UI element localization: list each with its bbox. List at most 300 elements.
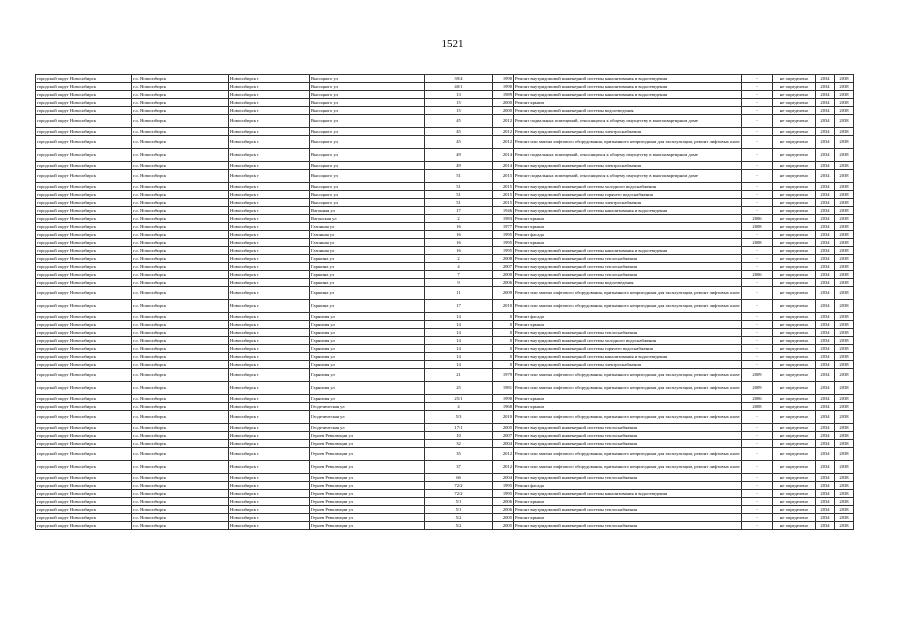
end-year-cell: 2038: [835, 395, 854, 403]
work-type-cell: Ремонт внутридомовой инженерной системы теплоснабжения: [514, 255, 742, 263]
settlement-cell: Новосибирск г: [229, 424, 310, 432]
build-year-cell: 1995: [493, 247, 514, 255]
house-number-cell: 7: [425, 271, 493, 279]
build-year-cell: 2004: [493, 474, 514, 482]
house-number-cell: 21: [425, 369, 493, 382]
house-number-cell: 40/1: [425, 83, 493, 91]
settlement-cell: Новосибирск г: [229, 461, 310, 474]
municipality-cell: городской округ Новосибирск: [36, 353, 132, 361]
end-year-cell: 2038: [835, 345, 854, 353]
house-number-cell: 45: [425, 115, 493, 128]
street-cell: Гарнизия ул: [310, 345, 425, 353]
district-cell: г.о. Новосибирск: [132, 448, 229, 461]
settlement-cell: Новосибирск г: [229, 149, 310, 162]
start-year-cell: 2034: [816, 361, 835, 369]
house-number-cell: 14: [425, 337, 493, 345]
district-cell: г.о. Новосибирск: [132, 329, 229, 337]
cost-cell: не определено: [773, 329, 816, 337]
end-year-cell: 2038: [835, 313, 854, 321]
work-type-cell: Ремонт или замена лифтового оборудования, признанного непригодным для эксплуатации, ремонт лифтовых шахт: [514, 461, 742, 474]
work-type-cell: Ремонт внутридомовой инженерной системы теплоснабжения: [514, 432, 742, 440]
end-year-cell: 2038: [835, 287, 854, 300]
work-type-cell: Ремонт внутридомовой инженерной системы теплоснабжения: [514, 271, 742, 279]
street-cell: Высоцкого ул: [310, 170, 425, 183]
last-repair-year-cell: -: [742, 411, 773, 424]
end-year-cell: 2038: [835, 300, 854, 313]
cost-cell: не определено: [773, 432, 816, 440]
district-cell: г.о. Новосибирск: [132, 382, 229, 395]
street-cell: Героев Революции ул: [310, 506, 425, 514]
end-year-cell: 2038: [835, 361, 854, 369]
cost-cell: не определено: [773, 514, 816, 522]
last-repair-year-cell: -: [742, 191, 773, 199]
district-cell: г.о. Новосибирск: [132, 369, 229, 382]
house-number-cell: 14: [425, 329, 493, 337]
end-year-cell: 2038: [835, 490, 854, 498]
district-cell: г.о. Новосибирск: [132, 191, 229, 199]
house-number-cell: 16: [425, 223, 493, 231]
cost-cell: не определено: [773, 247, 816, 255]
end-year-cell: 2038: [835, 207, 854, 215]
last-repair-year-cell: 2008: [742, 223, 773, 231]
municipality-cell: городской округ Новосибирск: [36, 99, 132, 107]
work-type-cell: Ремонт внутридомовой инженерной системы электроснабжения: [514, 128, 742, 136]
start-year-cell: 2034: [816, 329, 835, 337]
table-row: [36, 490, 854, 498]
street-cell: Героев Революции ул: [310, 514, 425, 522]
start-year-cell: 2034: [816, 440, 835, 448]
end-year-cell: 2038: [835, 83, 854, 91]
build-year-cell: 2015: [493, 191, 514, 199]
table-row: [36, 287, 854, 300]
district-cell: г.о. Новосибирск: [132, 361, 229, 369]
build-year-cell: 2015: [493, 199, 514, 207]
municipality-cell: городской округ Новосибирск: [36, 440, 132, 448]
district-cell: г.о. Новосибирск: [132, 506, 229, 514]
municipality-cell: городской округ Новосибирск: [36, 207, 132, 215]
house-number-cell: 13: [425, 91, 493, 99]
start-year-cell: 2034: [816, 231, 835, 239]
start-year-cell: 2034: [816, 337, 835, 345]
settlement-cell: Новосибирск г: [229, 183, 310, 191]
start-year-cell: 2034: [816, 482, 835, 490]
settlement-cell: Новосибирск г: [229, 300, 310, 313]
cost-cell: не определено: [773, 490, 816, 498]
end-year-cell: 2038: [835, 215, 854, 223]
build-year-cell: 2010: [493, 300, 514, 313]
settlement-cell: Новосибирск г: [229, 128, 310, 136]
settlement-cell: Новосибирск г: [229, 271, 310, 279]
street-cell: Гарнизия ул: [310, 321, 425, 329]
last-repair-year-cell: -: [742, 263, 773, 271]
end-year-cell: 2038: [835, 247, 854, 255]
build-year-cell: 2012: [493, 136, 514, 149]
settlement-cell: Новосибирск г: [229, 403, 310, 411]
street-cell: Высоцкого ул: [310, 91, 425, 99]
municipality-cell: городской округ Новосибирск: [36, 115, 132, 128]
end-year-cell: 2038: [835, 271, 854, 279]
table-row: [36, 75, 854, 83]
house-number-cell: 4: [425, 403, 493, 411]
last-repair-year-cell: -: [742, 440, 773, 448]
municipality-cell: городской округ Новосибирск: [36, 279, 132, 287]
street-cell: Газонная ул: [310, 231, 425, 239]
table-row: [36, 361, 854, 369]
district-cell: г.о. Новосибирск: [132, 99, 229, 107]
table-row: [36, 345, 854, 353]
build-year-cell: 0: [493, 345, 514, 353]
street-cell: Гаршина ул: [310, 263, 425, 271]
house-number-cell: 14: [425, 313, 493, 321]
table-row: [36, 432, 854, 440]
municipality-cell: городской округ Новосибирск: [36, 191, 132, 199]
build-year-cell: 2015: [493, 183, 514, 191]
cost-cell: не определено: [773, 353, 816, 361]
cost-cell: не определено: [773, 255, 816, 263]
end-year-cell: 2038: [835, 474, 854, 482]
house-number-cell: 49: [425, 162, 493, 170]
work-type-cell: Ремонт или замена лифтового оборудования, признанного непригодным для эксплуатации, ремонт лифтовых шахт: [514, 136, 742, 149]
start-year-cell: 2034: [816, 432, 835, 440]
last-repair-year-cell: -: [742, 300, 773, 313]
end-year-cell: 2038: [835, 223, 854, 231]
last-repair-year-cell: 2006: [742, 271, 773, 279]
start-year-cell: 2034: [816, 170, 835, 183]
table-row: [36, 115, 854, 128]
house-number-cell: 15: [425, 99, 493, 107]
repair-schedule-table: [35, 74, 854, 530]
start-year-cell: 2034: [816, 411, 835, 424]
municipality-cell: городской округ Новосибирск: [36, 263, 132, 271]
district-cell: г.о. Новосибирск: [132, 83, 229, 91]
end-year-cell: 2038: [835, 191, 854, 199]
start-year-cell: 2034: [816, 514, 835, 522]
settlement-cell: Новосибирск г: [229, 448, 310, 461]
municipality-cell: городской округ Новосибирск: [36, 329, 132, 337]
cost-cell: не определено: [773, 474, 816, 482]
municipality-cell: городской округ Новосибирск: [36, 136, 132, 149]
cost-cell: не определено: [773, 279, 816, 287]
cost-cell: не определено: [773, 263, 816, 271]
municipality-cell: городской округ Новосибирск: [36, 411, 132, 424]
municipality-cell: городской округ Новосибирск: [36, 247, 132, 255]
end-year-cell: 2038: [835, 279, 854, 287]
end-year-cell: 2038: [835, 432, 854, 440]
district-cell: г.о. Новосибирск: [132, 75, 229, 83]
district-cell: г.о. Новосибирск: [132, 514, 229, 522]
municipality-cell: городской округ Новосибирск: [36, 498, 132, 506]
last-repair-year-cell: -: [742, 75, 773, 83]
last-repair-year-cell: -: [742, 128, 773, 136]
last-repair-year-cell: -: [742, 170, 773, 183]
build-year-cell: 2014: [493, 149, 514, 162]
start-year-cell: 2034: [816, 223, 835, 231]
build-year-cell: 2009: [493, 287, 514, 300]
build-year-cell: 1990: [493, 83, 514, 91]
build-year-cell: 2005: [493, 514, 514, 522]
house-number-cell: 15: [425, 107, 493, 115]
work-type-cell: Ремонт внутридомовой инженерной системы канализования и водоотведения: [514, 490, 742, 498]
last-repair-year-cell: -: [742, 207, 773, 215]
last-repair-year-cell: -: [742, 136, 773, 149]
municipality-cell: городской округ Новосибирск: [36, 199, 132, 207]
last-repair-year-cell: -: [742, 313, 773, 321]
settlement-cell: Новосибирск г: [229, 382, 310, 395]
cost-cell: не определено: [773, 136, 816, 149]
start-year-cell: 2034: [816, 300, 835, 313]
start-year-cell: 2034: [816, 271, 835, 279]
last-repair-year-cell: -: [742, 149, 773, 162]
district-cell: г.о. Новосибирск: [132, 170, 229, 183]
municipality-cell: городской округ Новосибирск: [36, 91, 132, 99]
last-repair-year-cell: -: [742, 448, 773, 461]
work-type-cell: Ремонт крыши: [514, 99, 742, 107]
house-number-cell: 51: [425, 170, 493, 183]
end-year-cell: 2038: [835, 170, 854, 183]
build-year-cell: 2000: [493, 271, 514, 279]
start-year-cell: 2034: [816, 207, 835, 215]
work-type-cell: Ремонт или замена лифтового оборудования, признанного непригодным для эксплуатации, ремонт лифтовых шахт: [514, 300, 742, 313]
street-cell: Вагонная ул: [310, 207, 425, 215]
house-number-cell: 16: [425, 231, 493, 239]
street-cell: Героев Революции ул: [310, 498, 425, 506]
start-year-cell: 2034: [816, 255, 835, 263]
end-year-cell: 2038: [835, 461, 854, 474]
street-cell: Гарнизия ул: [310, 329, 425, 337]
last-repair-year-cell: -: [742, 361, 773, 369]
table-row: [36, 382, 854, 395]
start-year-cell: 2034: [816, 403, 835, 411]
district-cell: г.о. Новосибирск: [132, 345, 229, 353]
cost-cell: не определено: [773, 337, 816, 345]
last-repair-year-cell: -: [742, 231, 773, 239]
end-year-cell: 2038: [835, 99, 854, 107]
table-row: [36, 215, 854, 223]
work-type-cell: Ремонт внутридомовой инженерной системы горячего водоснабжения: [514, 345, 742, 353]
street-cell: Геодезическая ул: [310, 411, 425, 424]
settlement-cell: Новосибирск г: [229, 99, 310, 107]
work-type-cell: Ремонт подвальных помещений, относящихся к общему имуществу в многоквартирном доме: [514, 115, 742, 128]
table-row: [36, 247, 854, 255]
street-cell: Высоцкого ул: [310, 136, 425, 149]
settlement-cell: Новосибирск г: [229, 91, 310, 99]
table-row: [36, 474, 854, 482]
end-year-cell: 2038: [835, 321, 854, 329]
start-year-cell: 2034: [816, 287, 835, 300]
settlement-cell: Новосибирск г: [229, 474, 310, 482]
street-cell: Высоцкого ул: [310, 183, 425, 191]
work-type-cell: Ремонт внутридомовой инженерной системы теплоснабжения: [514, 474, 742, 482]
end-year-cell: 2038: [835, 424, 854, 432]
street-cell: Героев Революции ул: [310, 522, 425, 530]
start-year-cell: 2034: [816, 99, 835, 107]
work-type-cell: Ремонт внутридомовой инженерной системы теплоснабжения: [514, 522, 742, 530]
build-year-cell: 1977: [493, 223, 514, 231]
start-year-cell: 2034: [816, 162, 835, 170]
municipality-cell: городской округ Новосибирск: [36, 403, 132, 411]
work-type-cell: Ремонт крыши: [514, 223, 742, 231]
end-year-cell: 2038: [835, 506, 854, 514]
municipality-cell: городской округ Новосибирск: [36, 107, 132, 115]
start-year-cell: 2034: [816, 128, 835, 136]
table-row: [36, 353, 854, 361]
street-cell: Гаршина ул: [310, 300, 425, 313]
district-cell: г.о. Новосибирск: [132, 128, 229, 136]
municipality-cell: городской округ Новосибирск: [36, 424, 132, 432]
start-year-cell: 2034: [816, 75, 835, 83]
start-year-cell: 2034: [816, 149, 835, 162]
cost-cell: не определено: [773, 162, 816, 170]
page-number: 1521: [441, 38, 464, 50]
cost-cell: не определено: [773, 321, 816, 329]
street-cell: Гарнизия ул: [310, 337, 425, 345]
start-year-cell: 2034: [816, 199, 835, 207]
cost-cell: не определено: [773, 440, 816, 448]
build-year-cell: 1979: [493, 369, 514, 382]
work-type-cell: Ремонт крыши: [514, 403, 742, 411]
work-type-cell: Ремонт фасада: [514, 313, 742, 321]
last-repair-year-cell: -: [742, 255, 773, 263]
house-number-cell: 72/2: [425, 482, 493, 490]
table-row: [36, 136, 854, 149]
end-year-cell: 2038: [835, 75, 854, 83]
settlement-cell: Новосибирск г: [229, 231, 310, 239]
start-year-cell: 2034: [816, 506, 835, 514]
table-row: [36, 461, 854, 474]
district-cell: г.о. Новосибирск: [132, 263, 229, 271]
last-repair-year-cell: -: [742, 490, 773, 498]
cost-cell: не определено: [773, 115, 816, 128]
municipality-cell: городской округ Новосибирск: [36, 345, 132, 353]
start-year-cell: 2034: [816, 183, 835, 191]
start-year-cell: 2034: [816, 353, 835, 361]
cost-cell: не определено: [773, 239, 816, 247]
last-repair-year-cell: -: [742, 247, 773, 255]
district-cell: г.о. Новосибирск: [132, 321, 229, 329]
start-year-cell: 2034: [816, 321, 835, 329]
build-year-cell: 2012: [493, 461, 514, 474]
settlement-cell: Новосибирск г: [229, 170, 310, 183]
build-year-cell: 2007: [493, 432, 514, 440]
house-number-cell: 14: [425, 361, 493, 369]
work-type-cell: Ремонт внутридомовой инженерной системы канализования и водоотведения: [514, 83, 742, 91]
table-row: [36, 506, 854, 514]
municipality-cell: городской округ Новосибирск: [36, 321, 132, 329]
cost-cell: не определено: [773, 199, 816, 207]
cost-cell: не определено: [773, 149, 816, 162]
table-row: [36, 207, 854, 215]
district-cell: г.о. Новосибирск: [132, 440, 229, 448]
work-type-cell: Ремонт крыши: [514, 514, 742, 522]
district-cell: г.о. Новосибирск: [132, 522, 229, 530]
street-cell: Высоцкого ул: [310, 75, 425, 83]
district-cell: г.о. Новосибирск: [132, 183, 229, 191]
build-year-cell: 1989: [493, 91, 514, 99]
district-cell: г.о. Новосибирск: [132, 424, 229, 432]
cost-cell: не определено: [773, 395, 816, 403]
work-type-cell: Ремонт внутридомовой инженерной системы теплоснабжения: [514, 506, 742, 514]
table-row: [36, 83, 854, 91]
work-type-cell: Ремонт или замена лифтового оборудования, признанного непригодным для эксплуатации, ремонт лифтовых шахт: [514, 382, 742, 395]
start-year-cell: 2034: [816, 107, 835, 115]
house-number-cell: 5/1: [425, 498, 493, 506]
start-year-cell: 2034: [816, 247, 835, 255]
end-year-cell: 2038: [835, 115, 854, 128]
work-type-cell: Ремонт внутридомовой инженерной системы горячего водоснабжения: [514, 191, 742, 199]
table-row: [36, 170, 854, 183]
settlement-cell: Новосибирск г: [229, 411, 310, 424]
build-year-cell: 0: [493, 329, 514, 337]
build-year-cell: 2004: [493, 440, 514, 448]
table-row: [36, 424, 854, 432]
table-row: [36, 482, 854, 490]
build-year-cell: 1990: [493, 75, 514, 83]
municipality-cell: городской округ Новосибирск: [36, 223, 132, 231]
cost-cell: не определено: [773, 99, 816, 107]
settlement-cell: Новосибирск г: [229, 353, 310, 361]
settlement-cell: Новосибирск г: [229, 215, 310, 223]
street-cell: Гарнизия ул: [310, 361, 425, 369]
cost-cell: не определено: [773, 482, 816, 490]
build-year-cell: 1995: [493, 482, 514, 490]
house-number-cell: 32: [425, 440, 493, 448]
last-repair-year-cell: -: [742, 506, 773, 514]
settlement-cell: Новосибирск г: [229, 255, 310, 263]
municipality-cell: городской округ Новосибирск: [36, 482, 132, 490]
municipality-cell: городской округ Новосибирск: [36, 395, 132, 403]
street-cell: Гарнизия ул: [310, 369, 425, 382]
house-number-cell: 9: [425, 279, 493, 287]
district-cell: г.о. Новосибирск: [132, 215, 229, 223]
build-year-cell: 2015: [493, 170, 514, 183]
start-year-cell: 2034: [816, 239, 835, 247]
last-repair-year-cell: -: [742, 91, 773, 99]
district-cell: г.о. Новосибирск: [132, 432, 229, 440]
district-cell: г.о. Новосибирск: [132, 239, 229, 247]
house-number-cell: 51: [425, 191, 493, 199]
house-number-cell: 17: [425, 207, 493, 215]
cost-cell: не определено: [773, 183, 816, 191]
table-row: [36, 99, 854, 107]
build-year-cell: 2006: [493, 506, 514, 514]
table-row: [36, 300, 854, 313]
build-year-cell: 1983: [493, 215, 514, 223]
table-row: [36, 162, 854, 170]
last-repair-year-cell: -: [742, 279, 773, 287]
house-number-cell: 39/4: [425, 75, 493, 83]
district-cell: г.о. Новосибирск: [132, 461, 229, 474]
street-cell: Высоцкого ул: [310, 128, 425, 136]
last-repair-year-cell: -: [742, 183, 773, 191]
district-cell: г.о. Новосибирск: [132, 490, 229, 498]
last-repair-year-cell: -: [742, 329, 773, 337]
table-row: [36, 255, 854, 263]
cost-cell: не определено: [773, 271, 816, 279]
municipality-cell: городской округ Новосибирск: [36, 474, 132, 482]
settlement-cell: Новосибирск г: [229, 115, 310, 128]
house-number-cell: 5/2: [425, 522, 493, 530]
build-year-cell: 2014: [493, 162, 514, 170]
settlement-cell: Новосибирск г: [229, 239, 310, 247]
work-type-cell: Ремонт внутридомовой инженерной системы теплоснабжения: [514, 329, 742, 337]
cost-cell: не определено: [773, 207, 816, 215]
settlement-cell: Новосибирск г: [229, 506, 310, 514]
end-year-cell: 2038: [835, 382, 854, 395]
last-repair-year-cell: -: [742, 498, 773, 506]
municipality-cell: городской округ Новосибирск: [36, 514, 132, 522]
municipality-cell: городской округ Новосибирск: [36, 271, 132, 279]
end-year-cell: 2038: [835, 183, 854, 191]
